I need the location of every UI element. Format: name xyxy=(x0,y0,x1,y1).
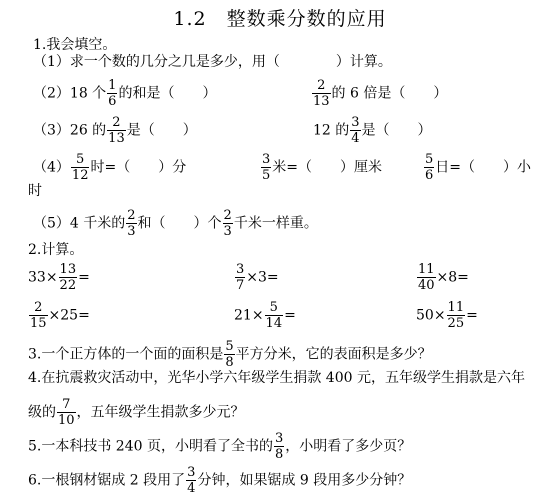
question-1-2b xyxy=(311,79,447,108)
q-text: 33× xyxy=(28,269,58,286)
fraction xyxy=(312,79,331,108)
question-1-3a xyxy=(33,116,197,145)
q-text: （2）18 个 xyxy=(33,85,107,102)
q-text: 和（ ）个 xyxy=(137,215,222,232)
q-text: 的和是（ ） xyxy=(118,85,217,102)
denominator: 4 xyxy=(351,131,360,146)
fraction xyxy=(29,301,48,330)
calc-6 xyxy=(416,301,478,330)
numerator: 1 xyxy=(108,78,117,93)
fraction xyxy=(424,153,434,182)
fraction xyxy=(235,263,245,292)
calc-3 xyxy=(416,263,469,292)
numerator: 2 xyxy=(312,79,331,94)
denominator: 22 xyxy=(59,278,77,293)
numerator: 5 xyxy=(265,301,284,316)
q-text: 千米一样重。 xyxy=(233,215,318,232)
question-1-1: （1）求一个数的几分之几是多少，用（ ）计算。 xyxy=(33,54,392,70)
denominator: 40 xyxy=(418,278,435,293)
denominator: 5 xyxy=(262,168,271,183)
q-text: 日=（ ）小 xyxy=(435,159,532,176)
fraction xyxy=(447,301,466,330)
question-1-2a xyxy=(33,79,216,108)
numerator: 3 xyxy=(274,431,284,446)
q-text: 分钟，如果锯成 9 段用多少分钟？ xyxy=(197,472,412,489)
numerator: 3 xyxy=(262,152,271,167)
denominator: 3 xyxy=(127,224,136,239)
q-text: 平方分米，它的表面积是多少？ xyxy=(235,346,432,363)
calc-4 xyxy=(28,301,90,330)
q-text: 级的 xyxy=(28,404,56,421)
section-2-heading: 2.计算。 xyxy=(28,242,84,258)
numerator: 11 xyxy=(447,300,465,315)
denominator: 4 xyxy=(187,481,196,496)
numerator: 2 xyxy=(29,301,48,316)
numerator: 11 xyxy=(418,262,435,277)
fraction xyxy=(265,301,284,330)
fraction xyxy=(71,153,90,182)
q-text: 50× xyxy=(416,307,446,324)
q-text: 的 6 倍是（ ） xyxy=(331,85,448,102)
question-1-4b xyxy=(260,153,382,182)
numerator: 2 xyxy=(127,208,136,223)
numerator: 13 xyxy=(59,262,77,277)
q-text: = xyxy=(78,269,90,286)
denominator: 13 xyxy=(313,94,330,109)
q-text: ×25= xyxy=(48,307,90,324)
q-text: 时=（ ）分 xyxy=(90,159,187,176)
fraction xyxy=(261,153,271,182)
denominator: 6 xyxy=(108,94,117,109)
calc-2 xyxy=(234,263,279,292)
fraction xyxy=(224,340,234,369)
calc-5 xyxy=(234,301,296,330)
q-text: = xyxy=(284,307,296,324)
question-1-4a xyxy=(33,153,186,182)
fraction xyxy=(57,398,76,427)
fraction xyxy=(350,116,360,145)
numerator: 2 xyxy=(107,116,126,131)
fraction xyxy=(126,209,136,238)
calc-1 xyxy=(28,263,90,292)
fraction xyxy=(59,263,78,292)
q-text: ，小明看了多少页？ xyxy=(285,438,412,455)
denominator: 6 xyxy=(425,168,434,183)
denominator: 3 xyxy=(223,224,232,239)
denominator: 10 xyxy=(58,413,75,428)
denominator: 15 xyxy=(30,316,47,331)
question-1-5 xyxy=(33,209,318,238)
q-text: （4） xyxy=(33,159,70,176)
q-text: ×3= xyxy=(246,269,279,286)
numerator: 5 xyxy=(71,153,90,168)
numerator: 3 xyxy=(236,262,245,277)
q-text: 是（ ） xyxy=(361,122,432,139)
q-text: 3.一个正方体的一个面的面积是 xyxy=(28,346,224,363)
denominator: 7 xyxy=(236,278,245,293)
numerator: 5 xyxy=(225,339,234,354)
q-text: 5.一本科技书 240 页，小明看了全书的 xyxy=(28,438,273,455)
fraction xyxy=(417,263,436,292)
fraction xyxy=(223,209,233,238)
q-text: 是（ ） xyxy=(126,122,197,139)
q-text: ，五年级学生捐款多少元？ xyxy=(76,404,245,421)
denominator: 12 xyxy=(71,168,89,183)
denominator: 14 xyxy=(265,316,283,331)
fraction xyxy=(107,116,126,145)
page-title: 1.2 整数乘分数的应用 xyxy=(173,8,387,30)
question-3 xyxy=(28,340,432,369)
denominator: 8 xyxy=(274,447,284,462)
denominator: 8 xyxy=(225,355,234,370)
q-text: 21× xyxy=(234,307,264,324)
question-1-4c-continued: 时 xyxy=(28,183,42,199)
section-1-heading: 1.我会填空。 xyxy=(33,37,117,53)
q-text: （3）26 的 xyxy=(33,122,107,139)
q-text: 6.一根钢材锯成 2 段用了 xyxy=(28,472,186,489)
q-text: = xyxy=(466,307,478,324)
q-text: 米=（ ）厘米 xyxy=(272,159,383,176)
q-text: ×8= xyxy=(436,269,469,286)
q-text: （5）4 千米的 xyxy=(33,215,126,232)
numerator: 5 xyxy=(425,152,434,167)
question-4-line-2 xyxy=(28,398,245,427)
denominator: 25 xyxy=(447,316,465,331)
fraction xyxy=(107,79,117,108)
numerator: 2 xyxy=(223,208,232,223)
question-6 xyxy=(28,466,411,495)
fraction xyxy=(186,466,196,495)
numerator: 3 xyxy=(187,465,196,480)
question-1-4c xyxy=(423,153,531,182)
denominator: 13 xyxy=(108,131,125,146)
numerator: 3 xyxy=(351,115,360,130)
q-text: 12 的 xyxy=(313,122,350,139)
question-1-3b xyxy=(313,116,432,145)
fraction xyxy=(274,432,284,461)
numerator: 7 xyxy=(57,398,76,413)
question-4-line-1: 4.在抗震救灾活动中，光华小学六年级学生捐款 400 元，五年级学生捐款是六年 xyxy=(28,370,525,386)
question-5 xyxy=(28,432,411,461)
